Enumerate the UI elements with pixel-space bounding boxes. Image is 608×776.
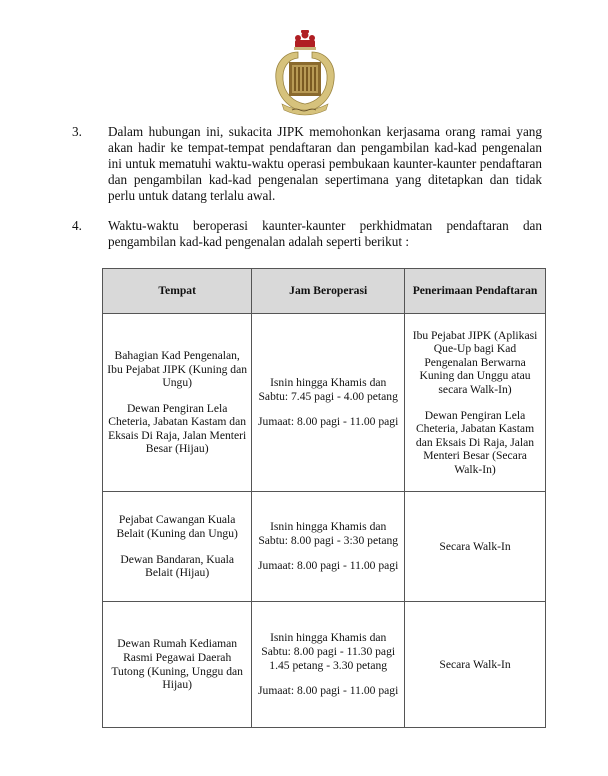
- government-crest-icon: [268, 28, 342, 120]
- cell-text: Bahagian Kad Pengenalan, Ibu Pejabat JIPK (Kuning dan Ungu): [107, 348, 248, 390]
- cell-text: Dewan Bandaran, Kuala Belait (Hijau): [120, 552, 234, 580]
- cell-text: Dewan Rumah Kediaman Rasmi Pegawai Daerah Tutong (Kuning, Unggu dan Hijau): [111, 637, 243, 692]
- cell-tempat: [103, 314, 252, 492]
- paragraph-text: Dalam hubungan ini, sukacita JIPK memohonkan kerjasama orang ramai yang akan hadir ke tempat-tempat pendaftaran dan pengambilan kad-kad pengenalan ini untuk mematuhi waktu-waktu operasi pembukaan kaunter-kaunter pendaftaran dan pengambilan kad-kad pengenalan sepertimana yang ditetapkan dan tidak perlu untuk datang terlalu awal.: [108, 124, 542, 203]
- cell-text: Pejabat Cawangan Kuala Belait (Kuning dan Ungu): [116, 513, 238, 540]
- table-header-row: [103, 269, 546, 314]
- paragraph-text: Waktu-waktu beroperasi kaunter-kaunter perkhidmatan pendaftaran dan pengambilan kad-kad pengenalan adalah seperti berikut :: [108, 218, 542, 249]
- header-penerimaan-pendaftaran: Penerimaan Pendaftaran: [405, 269, 546, 314]
- cell-text: Isnin hingga Khamis dan Sabtu: 8.00 pagi - 11.30 pagi 1.45 petang - 3.30 petang: [261, 631, 396, 672]
- cell-tempat: [103, 602, 252, 728]
- cell-text: Jumaat: 8.00 pagi - 11.00 pagi: [258, 415, 399, 429]
- table-row: [103, 602, 546, 728]
- table-row: [103, 314, 546, 492]
- cell-penerimaan: [405, 492, 546, 602]
- cell-jam: [252, 314, 405, 492]
- paragraph-number: 3.: [72, 124, 82, 139]
- cell-jam: [252, 602, 405, 728]
- cell-text: Dewan Pengiran Lela Cheteria, Jabatan Kastam dan Eksais Di Raja, Jalan Menteri Besar (Secara Walk-In): [415, 408, 535, 476]
- operating-hours-table: [102, 268, 546, 728]
- cell-text: Isnin hingga Khamis dan Sabtu: 8.00 pagi - 3:30 petang: [258, 520, 399, 547]
- cell-jam: [252, 492, 405, 602]
- table-row: [103, 492, 546, 602]
- cell-text: Ibu Pejabat JIPK (Aplikasi Que-Up bagi Kad Pengenalan Berwarna Kuning dan Unggu atau secara Walk-In): [412, 328, 538, 396]
- cell-text: Dewan Pengiran Lela Cheteria, Jabatan Kastam dan Eksais Di Raja, Jalan Menteri Besar (Hijau): [108, 401, 247, 456]
- cell-penerimaan: [405, 602, 546, 728]
- cell-text: Isnin hingga Khamis dan Sabtu: 7.45 pagi - 4.00 petang: [258, 376, 398, 403]
- cell-tempat: [103, 492, 252, 602]
- cell-text: Secara Walk-In: [439, 539, 511, 553]
- header-tempat: Tempat: [103, 269, 252, 314]
- cell-penerimaan: [405, 314, 546, 492]
- header-jam-beroperasi: Jam Beroperasi: [252, 269, 405, 314]
- paragraph-number: 4.: [72, 218, 82, 233]
- cell-text: Jumaat: 8.00 pagi - 11.00 pagi: [258, 559, 399, 573]
- cell-text: Secara Walk-In: [439, 657, 511, 671]
- cell-text: Jumaat: 8.00 pagi - 11.00 pagi: [258, 684, 399, 698]
